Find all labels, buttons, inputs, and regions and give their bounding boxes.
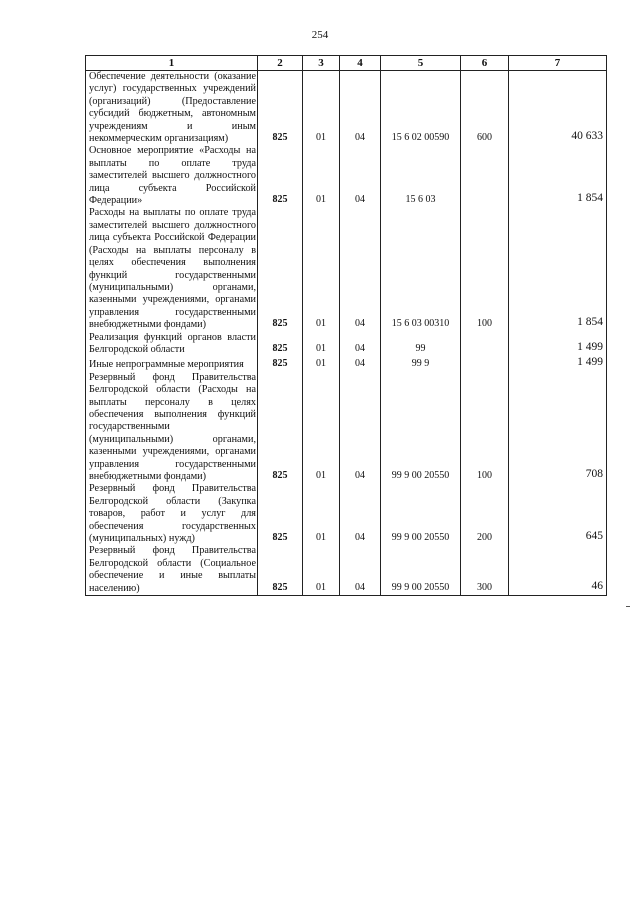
row-amount: 645 — [509, 483, 607, 545]
row-name: Основное мероприятие «Расходы на выплаты по оплате труда заместителей высшего должностного лица субъекта Российской Федерации» — [86, 145, 258, 207]
row-expense-type: 300 — [461, 545, 509, 595]
row-subsection: 04 — [340, 483, 381, 545]
row-amount: 1 499 — [509, 356, 607, 371]
header-col-2: 2 — [258, 56, 303, 71]
row-expense-type — [461, 145, 509, 207]
row-subsection: 04 — [340, 332, 381, 357]
row-name: Резервный фонд Правительства Белгородской области (Расходы на выплаты персоналу в целях обеспечения выполнения функций государственными (муниципальными) органами, казенными учреждениями, органами управления государственными внебюджетными фондами) — [86, 372, 258, 484]
row-expense-type — [461, 356, 509, 371]
row-amount: 1 854 — [509, 207, 607, 331]
row-target-article: 99 9 00 20550 — [381, 483, 461, 545]
row-expense-type: 600 — [461, 71, 509, 146]
row-amount: 40 633 — [509, 71, 607, 146]
row-subsection: 04 — [340, 545, 381, 595]
row-target-article: 99 9 00 20550 — [381, 545, 461, 595]
row-name: Расходы на выплаты по оплате труда заместителей высшего должностного лица субъекта Российской Федерации (Расходы на выплаты персоналу в целях обеспечения выполнения функций государственными (муниципальными) органами, казенными учреждениями, органами управления государственными внебюджетными фондами) — [86, 207, 258, 331]
header-col-5: 5 — [381, 56, 461, 71]
row-target-article: 15 6 03 00310 — [381, 207, 461, 331]
row-grbs: 825 — [258, 145, 303, 207]
header-col-1: 1 — [86, 56, 258, 71]
row-grbs: 825 — [258, 356, 303, 371]
row-subsection: 04 — [340, 71, 381, 146]
row-target-article: 99 9 — [381, 356, 461, 371]
row-section: 01 — [303, 207, 340, 331]
table-row — [86, 71, 607, 146]
row-section: 01 — [303, 71, 340, 146]
row-amount: 46 — [509, 545, 607, 595]
row-expense-type — [461, 332, 509, 357]
row-target-article: 15 6 03 — [381, 145, 461, 207]
row-target-article: 99 — [381, 332, 461, 357]
row-expense-type: 200 — [461, 483, 509, 545]
row-grbs: 825 — [258, 332, 303, 357]
row-section: 01 — [303, 356, 340, 371]
row-grbs: 825 — [258, 545, 303, 595]
row-section: 01 — [303, 483, 340, 545]
scan-margin-mark — [626, 606, 630, 607]
header-col-4: 4 — [340, 56, 381, 71]
row-amount: 1 499 — [509, 332, 607, 357]
row-section: 01 — [303, 372, 340, 484]
table-row — [86, 545, 607, 595]
row-subsection: 04 — [340, 356, 381, 371]
page-number: 254 — [311, 29, 329, 41]
row-grbs: 825 — [258, 372, 303, 484]
row-name: Обеспечение деятельности (оказание услуг) государственных учреждений (организаций) (Предоставление субсидий бюджетным, автономным учреждениям и иным некоммерческим организациям) — [86, 71, 258, 146]
row-section: 01 — [303, 545, 340, 595]
row-section: 01 — [303, 332, 340, 357]
table-row — [86, 372, 607, 484]
row-target-article: 99 9 00 20550 — [381, 372, 461, 484]
table-row — [86, 332, 607, 357]
row-expense-type: 100 — [461, 207, 509, 331]
header-col-6: 6 — [461, 56, 509, 71]
header-col-3: 3 — [303, 56, 340, 71]
row-section: 01 — [303, 145, 340, 207]
row-name: Резервный фонд Правительства Белгородской области (Социальное обеспечение и иные выплаты населению) — [86, 545, 258, 595]
row-name: Реализация функций органов власти Белгородской области — [86, 332, 258, 357]
row-name: Иные непрограммные мероприятия — [86, 356, 258, 371]
row-subsection: 04 — [340, 372, 381, 484]
row-target-article: 15 6 02 00590 — [381, 71, 461, 146]
row-amount: 1 854 — [509, 145, 607, 207]
row-amount: 708 — [509, 372, 607, 484]
row-name: Резервный фонд Правительства Белгородской области (Закупка товаров, работ и услуг для обеспечения государственных (муниципальных) нужд) — [86, 483, 258, 545]
table-row — [86, 145, 607, 207]
table-row — [86, 207, 607, 331]
row-grbs: 825 — [258, 71, 303, 146]
header-col-7: 7 — [509, 56, 607, 71]
row-grbs: 825 — [258, 207, 303, 331]
row-subsection: 04 — [340, 145, 381, 207]
budget-table — [85, 55, 607, 596]
table-header-row — [86, 56, 607, 71]
table-row — [86, 356, 607, 371]
row-grbs: 825 — [258, 483, 303, 545]
table-row — [86, 483, 607, 545]
row-expense-type: 100 — [461, 372, 509, 484]
row-subsection: 04 — [340, 207, 381, 331]
